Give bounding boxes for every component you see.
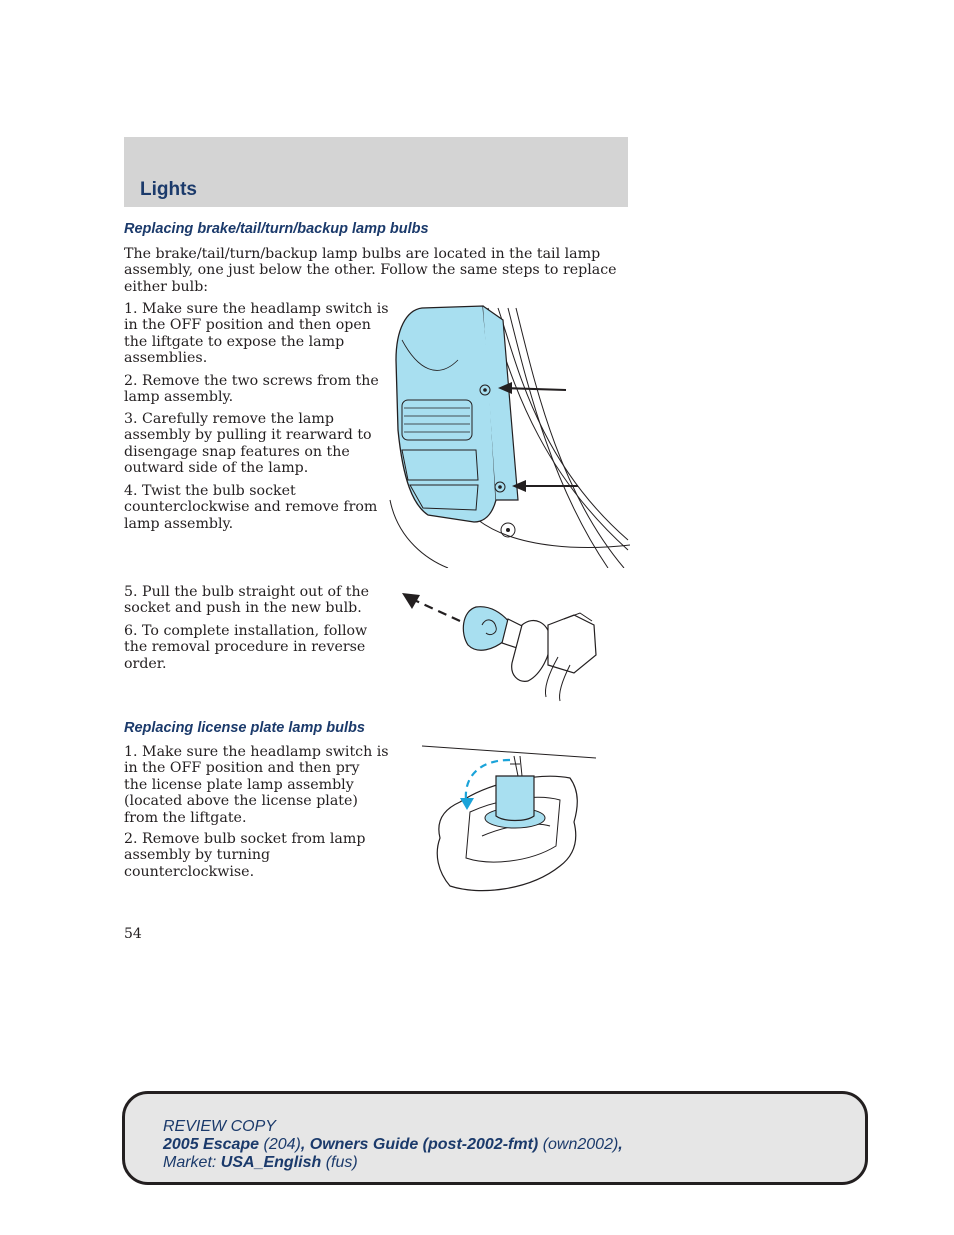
- review-label: REVIEW COPY: [163, 1118, 276, 1135]
- license-plate-lamp-illustration: [420, 742, 598, 900]
- license-step-2: 2. Remove bulb socket from lamp assembly by turning counterclockwise.: [124, 831, 366, 880]
- intro-paragraph: The brake/tail/turn/backup lamp bulbs are located in the tail lamp assembly, one just below the other. Follow the same steps to replace either bulb:: [124, 246, 617, 295]
- step-3: 3. Carefully remove the lamp assembly by pulling it rearward to disengage snap features on the outward side of the lamp.: [124, 411, 372, 477]
- step-4: 4. Twist the bulb socket counterclockwise and remove from lamp assembly.: [124, 483, 378, 532]
- section-title: Lights: [140, 179, 197, 200]
- review-copy-footer: [122, 1091, 868, 1185]
- page-number: 54: [124, 926, 142, 942]
- step-2: 2. Remove the two screws from the lamp assembly.: [124, 373, 379, 406]
- step-5: 5. Pull the bulb straight out of the socket and push in the new bulb.: [124, 584, 370, 617]
- tail-lamp-assembly-illustration: [388, 300, 630, 568]
- bulb-and-socket-illustration: [398, 585, 608, 703]
- subheading-brake-tail-lamps: Replacing brake/tail/turn/backup lamp bulbs: [124, 221, 429, 237]
- market-line: Market: USA_English (fus): [163, 1154, 358, 1171]
- license-step-1: 1. Make sure the headlamp switch is in the OFF position and then pry the license plate lamp assembly (located above the license plate) from the liftgate.: [124, 744, 389, 826]
- document-line: 2005 Escape (204), Owners Guide (post-2002-fmt) (own2002),: [163, 1136, 623, 1153]
- section-header-band: [124, 137, 628, 207]
- step-6: 6. To complete installation, follow the removal procedure in reverse order.: [124, 623, 368, 672]
- subheading-license-lamps: Replacing license plate lamp bulbs: [124, 720, 365, 736]
- step-1: 1. Make sure the headlamp switch is in the OFF position and then open the liftgate to expose the lamp assemblies.: [124, 301, 389, 367]
